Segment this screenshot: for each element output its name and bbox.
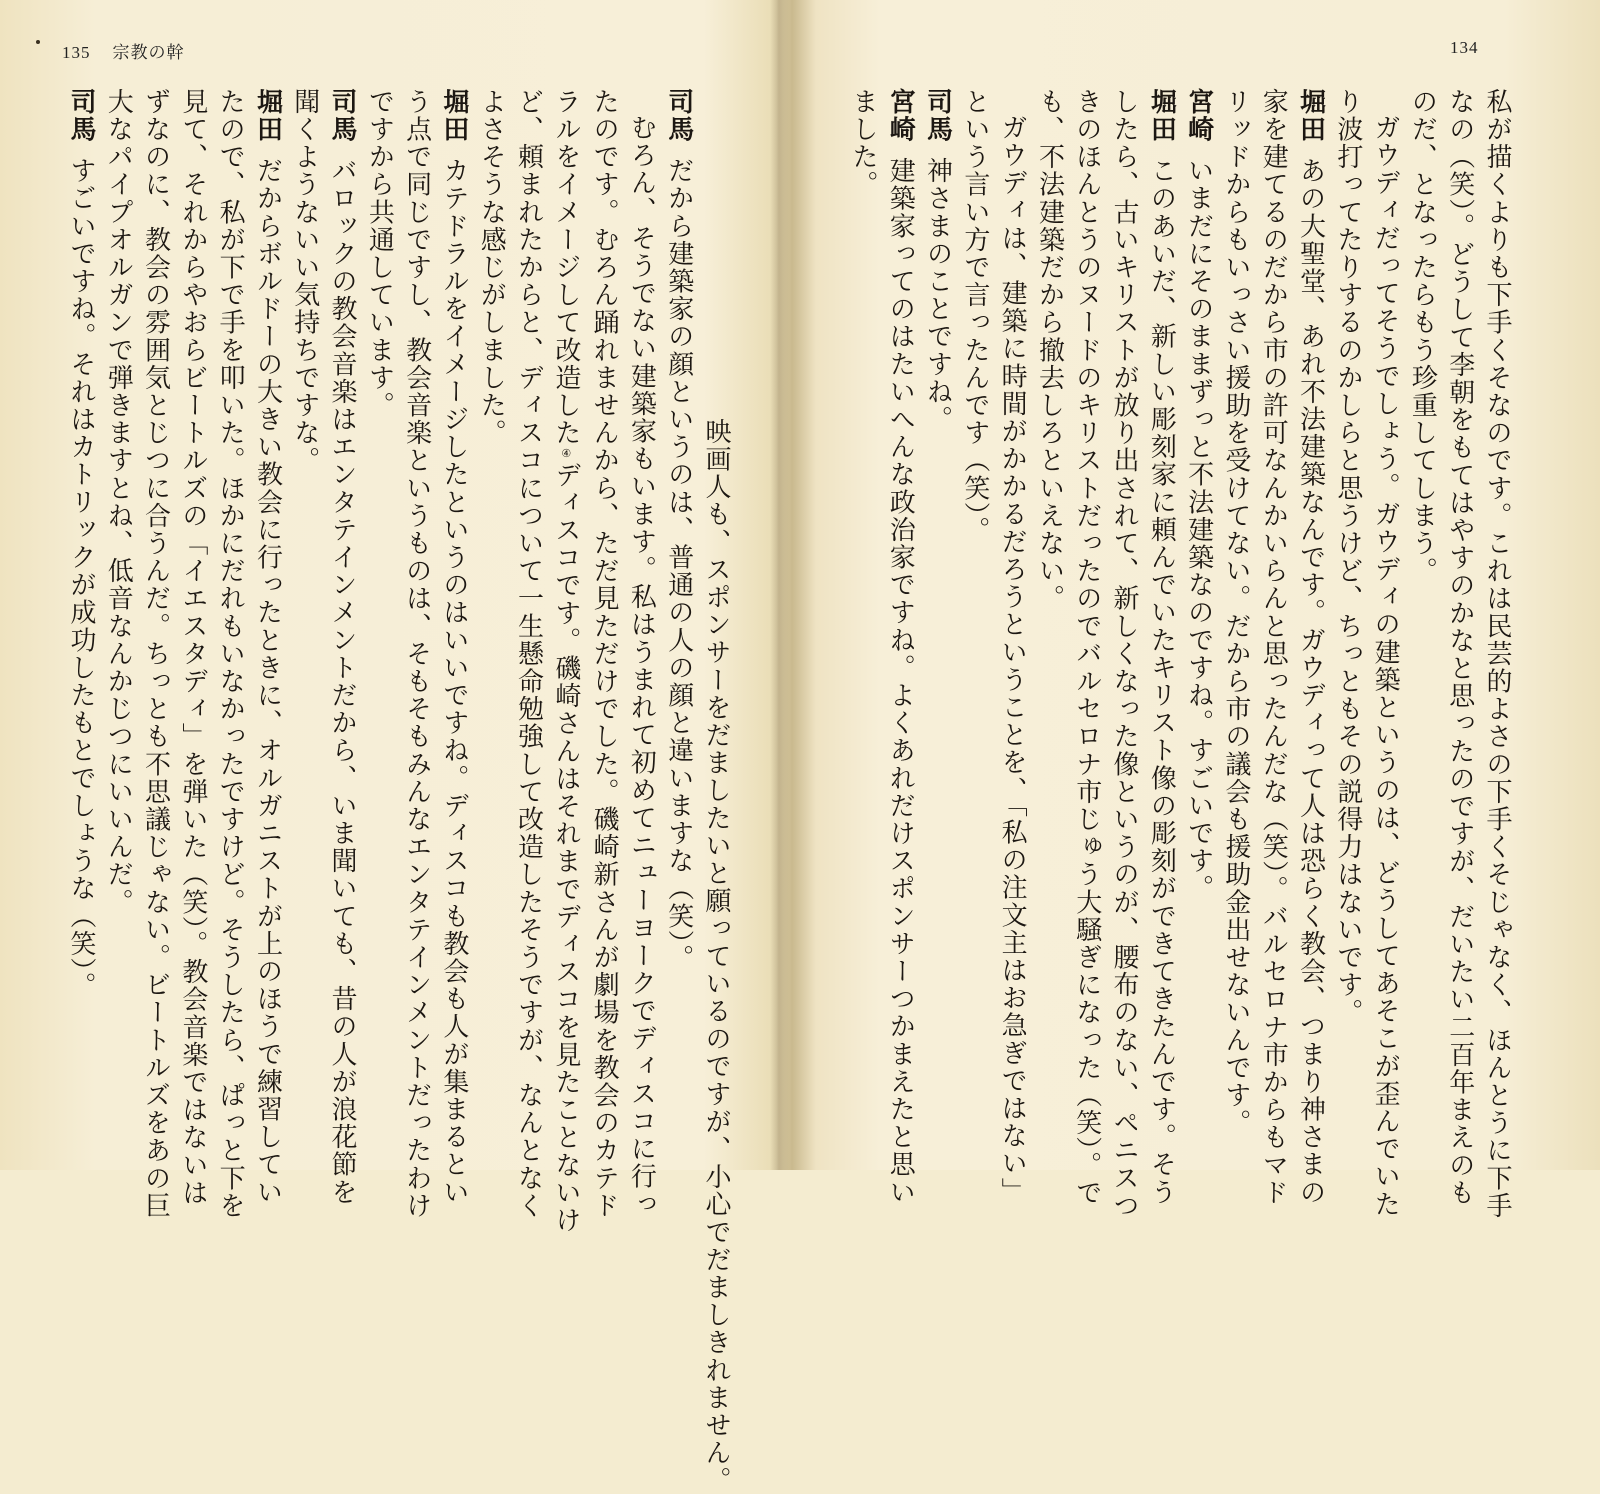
text-line: むろん、そうでない建築家もいます。私はうまれて初めてニューヨークでディスコに行っ bbox=[626, 114, 657, 1218]
speaker-label: 司馬 bbox=[327, 88, 358, 144]
speaker-label: 堀田 bbox=[1295, 88, 1326, 144]
speaker-label: 司馬 bbox=[922, 88, 953, 144]
speaker-label: 宮崎 bbox=[1183, 88, 1214, 144]
speaker-label: 堀田 bbox=[438, 88, 469, 144]
text-line: ガウディは、建築に時間がかかるだろうということを、「私の注文主はお急ぎではない」 bbox=[997, 114, 1028, 1205]
text-line: したら、古いキリストが放り出されて、新しくなった像というのが、腰布のない、ペニスつ bbox=[1109, 88, 1140, 1220]
speaker-label: 宮崎 bbox=[885, 88, 916, 144]
text-line: という言い方で言ったんです（笑）。 bbox=[959, 88, 990, 545]
text-line: ど、頼まれたからと、ディスコについて一生懸命勉強して改造したそうですが、なんとなく bbox=[513, 88, 544, 1220]
text-line: 聞くようないい気持ちですな。 bbox=[289, 88, 320, 475]
text-line: 私が描くよりも下手くそなのです。これは民芸的よさの下手くそじゃなく、ほんとうに下手 bbox=[1482, 88, 1512, 1220]
text-line: ずなのに、教会の雰囲気とじつに合うんだ。ちっとも不思議じゃない。ビートルズをあの巨 bbox=[140, 88, 171, 1220]
right-page-body bbox=[825, 88, 1515, 1220]
speaker-label: 堀田 bbox=[252, 88, 283, 144]
text-line: 大なパイプオルガンで弾きますとね、低音なんかじつにいいんだ。 bbox=[103, 88, 134, 916]
text-line: 司馬だから建築家の顔というのは、普通の人の顔と違いますな（笑）。 bbox=[663, 88, 694, 973]
text-line: 見て、それからやおらビートルズの「イエスタディ」を弾いた（笑）。教会音楽ではないは bbox=[177, 88, 208, 1207]
text-line: よさそうな感じがしました。 bbox=[476, 88, 507, 447]
speaker-label: 司馬 bbox=[65, 88, 96, 144]
text-line: 司馬すごいですね。それはカトリックが成功したもとでしょうな（笑）。 bbox=[65, 88, 96, 1000]
text-line: リッドからもいっさい援助を受けてない。だから市の議会も援助金出せないんです。 bbox=[1220, 88, 1251, 1137]
footnote-marker[interactable]: ④ bbox=[559, 446, 573, 462]
text-line: う点で同じですし、教会音楽というものは、そもそもみんなエンタテインメントだったわけ bbox=[401, 88, 432, 1220]
speaker-label: 司馬 bbox=[663, 88, 694, 144]
text-line: なの（笑）。どうして李朝をもてはやすのかなと思ったのですが、だいたい二百年まえのも bbox=[1444, 88, 1475, 1207]
text-line: り波打ってたりするのかしらと思うけど、ちっともその説得力はないです。 bbox=[1332, 88, 1363, 1027]
right-page-header bbox=[1450, 38, 1479, 58]
text-line: 堀田カテドラルをイメージしたというのはいいですね。ディスコも教会も人が集まるとい bbox=[438, 88, 469, 1207]
left-page-number: 135 bbox=[62, 43, 91, 62]
text-line: ました。 bbox=[847, 88, 878, 199]
text-line: ラルをイメージして改造した④ディスコです。磯崎さんはそれまでディスコを見たことないけ bbox=[550, 88, 581, 1235]
text-line: ガウディだってそうでしょう。ガウディの建築というのは、どうしてあそこが歪んでいた bbox=[1370, 114, 1401, 1218]
text-line: のだ、となったらもう珍重してしまう。 bbox=[1407, 88, 1438, 585]
text-line: 堀田あの大聖堂、あれ不法建築なんです。ガウディって人は恐らく教会、つまり神さまの bbox=[1295, 88, 1326, 1207]
text-line: きのほんとうのヌードのキリストだったのでバルセロナ市じゅう大騒ぎになった（笑）。で bbox=[1071, 88, 1102, 1207]
text-line: たのです。むろん踊れませんから、ただ見ただけでした。磯崎新さんが劇場を教会のカテド bbox=[589, 88, 620, 1220]
text-line: も、不法建築だから撤去しろといえない。 bbox=[1034, 88, 1065, 613]
left-page-header bbox=[62, 38, 185, 63]
text-line: 司馬バロックの教会音楽はエンタテインメントだから、いま聞いても、昔の人が浪花節を bbox=[327, 88, 358, 1207]
text-line: 映画人も、スポンサーをだましたいと願っているのですが、小心でだましきれません。 bbox=[701, 418, 731, 1494]
text-line: 堀田このあいだ、新しい彫刻家に頼んでいたキリスト像の彫刻ができてきたんです。そう bbox=[1146, 88, 1177, 1207]
text-line: 家を建てるのだから市の許可なんかいらんと思ったんだな（笑）。バルセロナ市からもマド bbox=[1258, 88, 1289, 1207]
print-speck bbox=[36, 40, 40, 44]
right-page-number: 134 bbox=[1450, 38, 1479, 57]
text-line: 宮崎いまだにそのままずっと不法建築なのですね。すごいです。 bbox=[1183, 88, 1214, 903]
text-line: 宮崎建築家ってのはたいへんな政治家ですね。よくあれだけスポンサーつかまえたと思い bbox=[885, 88, 916, 1207]
speaker-label: 堀田 bbox=[1146, 88, 1177, 144]
running-title: 宗教の幹 bbox=[112, 43, 185, 62]
book-gutter bbox=[770, 0, 790, 1170]
text-line: ですから共通しています。 bbox=[364, 88, 395, 420]
text-line: たので、私が下で手を叩いた。ほかにだれもいなかったですけど。そうしたら、ぱっと下を bbox=[215, 88, 246, 1220]
text-line: 堀田だからボルドーの大きい教会に行ったときに、オルガニストが上のほうで練習してい bbox=[252, 88, 283, 1207]
left-page-body bbox=[34, 88, 734, 1494]
text-line: 司馬神さまのことですね。 bbox=[922, 88, 953, 434]
